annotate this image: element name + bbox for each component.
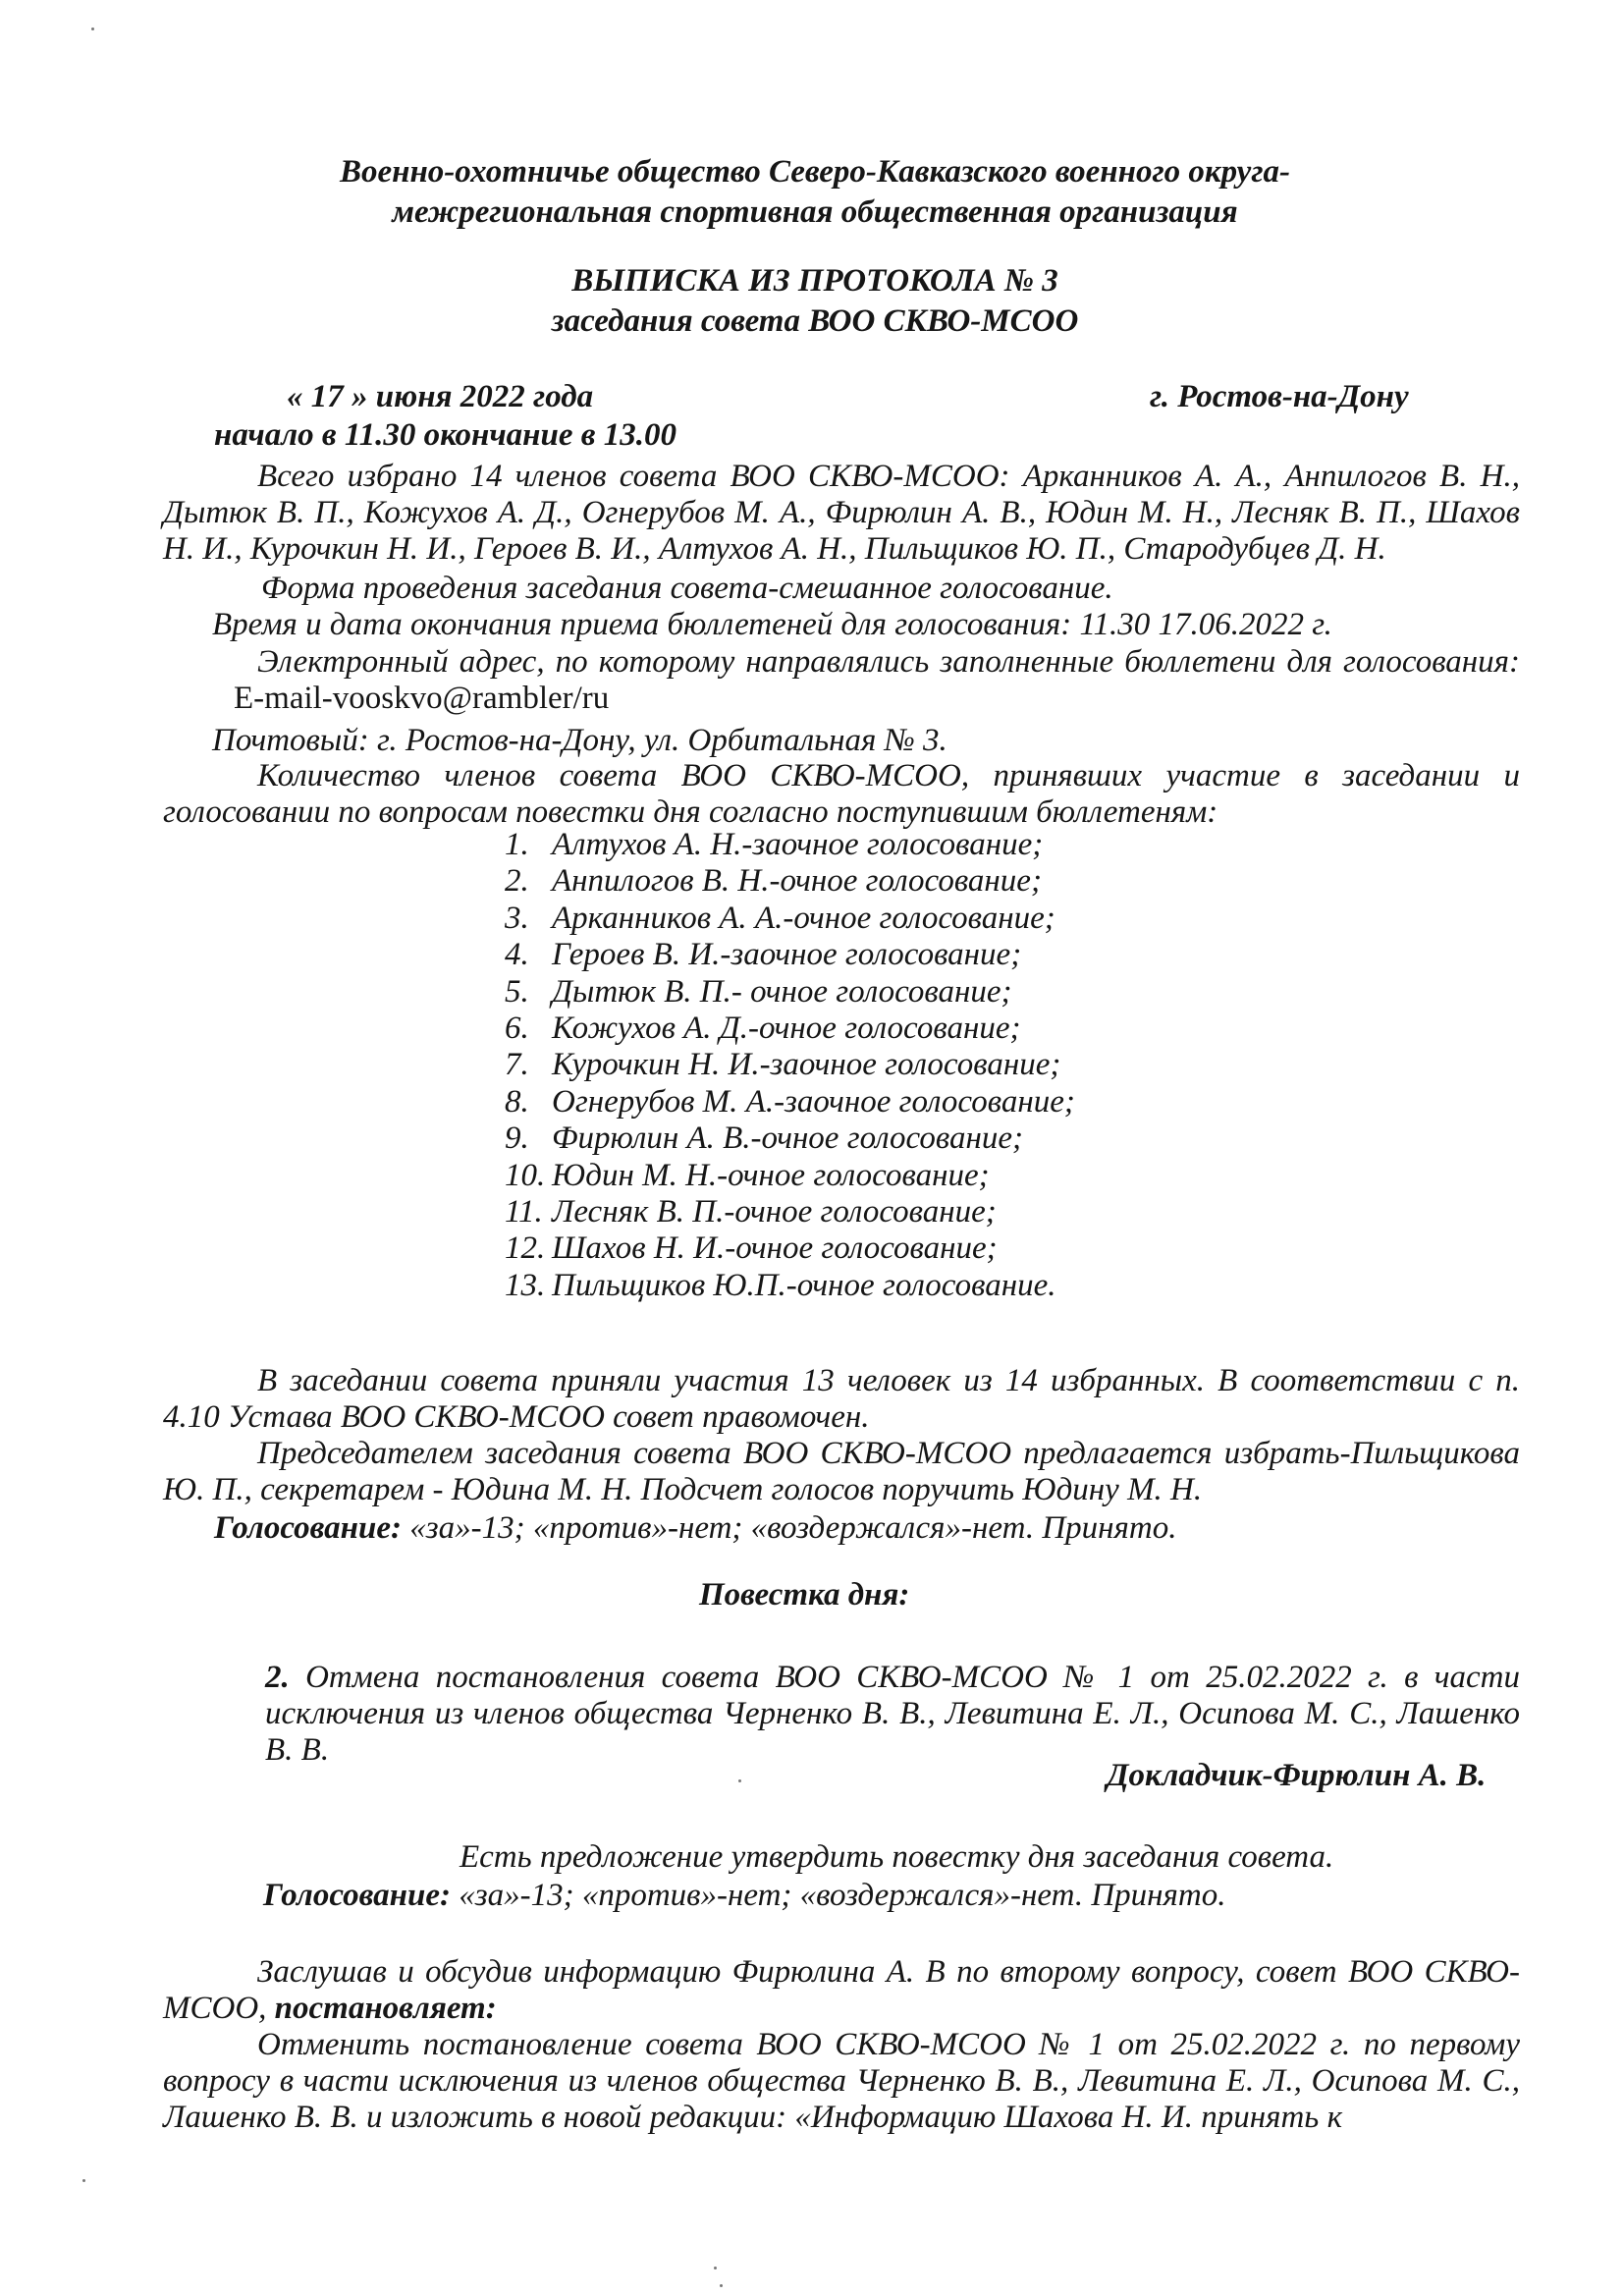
participant-text: Шахов Н. И.-очное голосование; <box>552 1230 998 1267</box>
vote-result-1 <box>214 1508 1176 1548</box>
participant-item <box>505 974 1075 1011</box>
resolution-text: Отменить постановление совета ВОО СКВО-МСОО № 1 от 25.02.2022 г. по первому вопросу в части исключения из членов общества Черненко В. В., Левитина Е. Л., Осипова М. С., Лашенко В. В. и изложить в новой редакции: «Информацию Шахова Н. И. принять к <box>163 2027 1520 2135</box>
participant-number: 13. <box>505 1267 546 1303</box>
email-value: E-mail-vooskvo@rambler/ru <box>234 681 610 716</box>
participant-text: Арканников А. А.-очное голосование; <box>552 900 1055 936</box>
participants-intro: Количество членов совета ВОО СКВО-МСОО, принявших участие в заседании и голосовании по вопросам повестки дня согласно поступившим бюллетеням: <box>163 758 1520 830</box>
participant-number: 10. <box>505 1157 546 1193</box>
participant-number: 12. <box>505 1230 546 1267</box>
agenda-proposal: Есть предложение утвердить повестку дня заседания совета. <box>460 1839 1334 1875</box>
participant-item <box>505 1268 1075 1304</box>
participant-text: Кожухов А. Д.-очное голосование; <box>552 1011 1021 1047</box>
participant-number: 6. <box>505 1011 529 1047</box>
participant-text: Дытюк В. П.- очное голосование; <box>552 973 1012 1010</box>
meeting-time: начало в 11.30 окончание в 13.00 <box>214 417 676 453</box>
participant-number: 4. <box>505 937 529 973</box>
participant-number: 7. <box>505 1047 529 1083</box>
participant-item <box>505 1194 1075 1230</box>
meeting-city: г. Ростов-на-Дону <box>1150 379 1409 414</box>
scan-speck <box>738 1779 741 1782</box>
participant-text: Фирюлин А. В.-очное голосование; <box>552 1121 1023 1157</box>
participant-text: Лесняк В. П.-очное голосование; <box>552 1194 997 1230</box>
participant-text: Анпилогов В. Н.-очное голосование; <box>552 863 1042 900</box>
participant-number: 5. <box>505 973 529 1010</box>
vote-result-2 <box>263 1876 1225 1915</box>
postal-address: Почтовый: г. Ростов-на-Дону, ул. Орбитальная № 3. <box>212 723 947 758</box>
participant-item <box>505 827 1075 863</box>
participant-number: 1. <box>505 827 529 862</box>
email-label: Электронный адрес, по которому направлялись заполненные бюллетени для голосования: <box>257 644 1520 680</box>
participant-item <box>505 1011 1075 1047</box>
participant-number: 8. <box>505 1083 529 1120</box>
scan-speck <box>714 2267 717 2269</box>
document-title: ВЫПИСКА ИЗ ПРОТОКОЛА № 3 <box>571 263 1058 299</box>
elected-members-paragraph: Всего избрано 14 членов совета ВОО СКВО-МСОО: Арканников А. А., Анпилогов В. Н., Дытюк В. П., Кожухов А. Д., Огнерубов М. А., Фирюлин А. В., Юдин М. Н., Лесняк В. П., Шахов Н. И., Курочкин Н. И., Героев В. И., Алтухов А. Н., Пильщиков Ю. П., Стародубцев Д. Н. <box>163 459 1520 567</box>
participant-item <box>505 901 1075 937</box>
participant-item <box>505 1047 1075 1083</box>
participant-number: 2. <box>505 863 529 900</box>
speaker: Докладчик-Фирюлин А. В. <box>1107 1758 1487 1793</box>
vote-label: Голосование: <box>214 1510 402 1546</box>
participant-item <box>505 863 1075 900</box>
scan-speck <box>91 27 94 30</box>
participant-item <box>505 937 1075 973</box>
vote-label: Голосование: <box>263 1878 451 1913</box>
ballot-deadline: Время и дата окончания приема бюллетеней для голосования: 11.30 17.06.2022 г. <box>212 607 1332 642</box>
participant-number: 9. <box>505 1121 529 1157</box>
resolution-intro <box>163 1954 1520 2027</box>
email-address-paragraph <box>163 644 1520 717</box>
participant-item <box>505 1121 1075 1157</box>
meeting-date: « 17 » июня 2022 года <box>287 379 594 414</box>
agenda-item-number: 2. <box>265 1660 290 1695</box>
document-subtitle: заседания совета ВОО СКВО-МСОО <box>551 303 1079 339</box>
resolution-intro-text: Заслушав и обсудив информацию Фирюлина А. В по второму вопросу, совет ВОО СКВО-МСОО, <box>163 1954 1520 2026</box>
scan-speck <box>720 2284 723 2287</box>
participant-text: Алтухов А. Н.-заочное голосование; <box>552 827 1044 862</box>
participant-item <box>505 1084 1075 1121</box>
vote-text: «за»-13; «против»-нет; «воздержался»-нет. Принято. <box>451 1878 1226 1913</box>
participant-item <box>505 1158 1075 1194</box>
participant-text: Пильщиков Ю.П.-очное голосование. <box>552 1267 1056 1303</box>
document-title-block <box>295 261 1335 342</box>
scan-speck <box>82 2179 85 2182</box>
participant-text: Курочкин Н. И.-заочное голосование; <box>552 1047 1061 1083</box>
agenda-item-text: Отмена постановления совета ВОО СКВО-МСОО № 1 от 25.02.2022 г. в части исключения из членов общества Черненко В. В., Левитина Е. Л., Осипова М. С., Лашенко В. В. <box>265 1660 1520 1768</box>
agenda-title: Повестка дня: <box>699 1577 910 1613</box>
vote-text: «за»-13; «против»-нет; «воздержался»-нет. Принято. <box>402 1510 1177 1546</box>
org-name-line2: межрегиональная спортивная общественная организация <box>392 194 1238 230</box>
resolution-keyword: постановляет: <box>274 1991 497 2026</box>
participant-text: Огнерубов М. А.-заочное голосование; <box>552 1083 1075 1120</box>
participant-number: 11. <box>505 1194 543 1230</box>
quorum-paragraph: В заседании совета приняли участия 13 человек из 14 избранных. В соответствии с п. 4.10 Устава ВОО СКВО-МСОО совет правомочен. <box>163 1363 1520 1435</box>
meeting-form: Форма проведения заседания совета-смешанное голосование. <box>261 571 1113 606</box>
agenda-item <box>265 1660 1520 1769</box>
org-name-line1: Военно-охотничье общество Северо-Кавказского военного округа- <box>339 154 1290 190</box>
participant-text: Героев В. И.-заочное голосование; <box>552 937 1022 973</box>
participant-text: Юдин М. Н.-очное голосование; <box>552 1157 990 1193</box>
participant-number: 3. <box>505 900 529 936</box>
participant-item <box>505 1230 1075 1267</box>
chair-paragraph: Председателем заседания совета ВОО СКВО-МСОО предлагается избрать-Пильщикова Ю. П., секретарем - Юдина М. Н. Подсчет голосов поручить Юдину М. Н. <box>163 1436 1520 1507</box>
organization-header <box>295 152 1335 233</box>
participants-list <box>505 827 1075 1304</box>
